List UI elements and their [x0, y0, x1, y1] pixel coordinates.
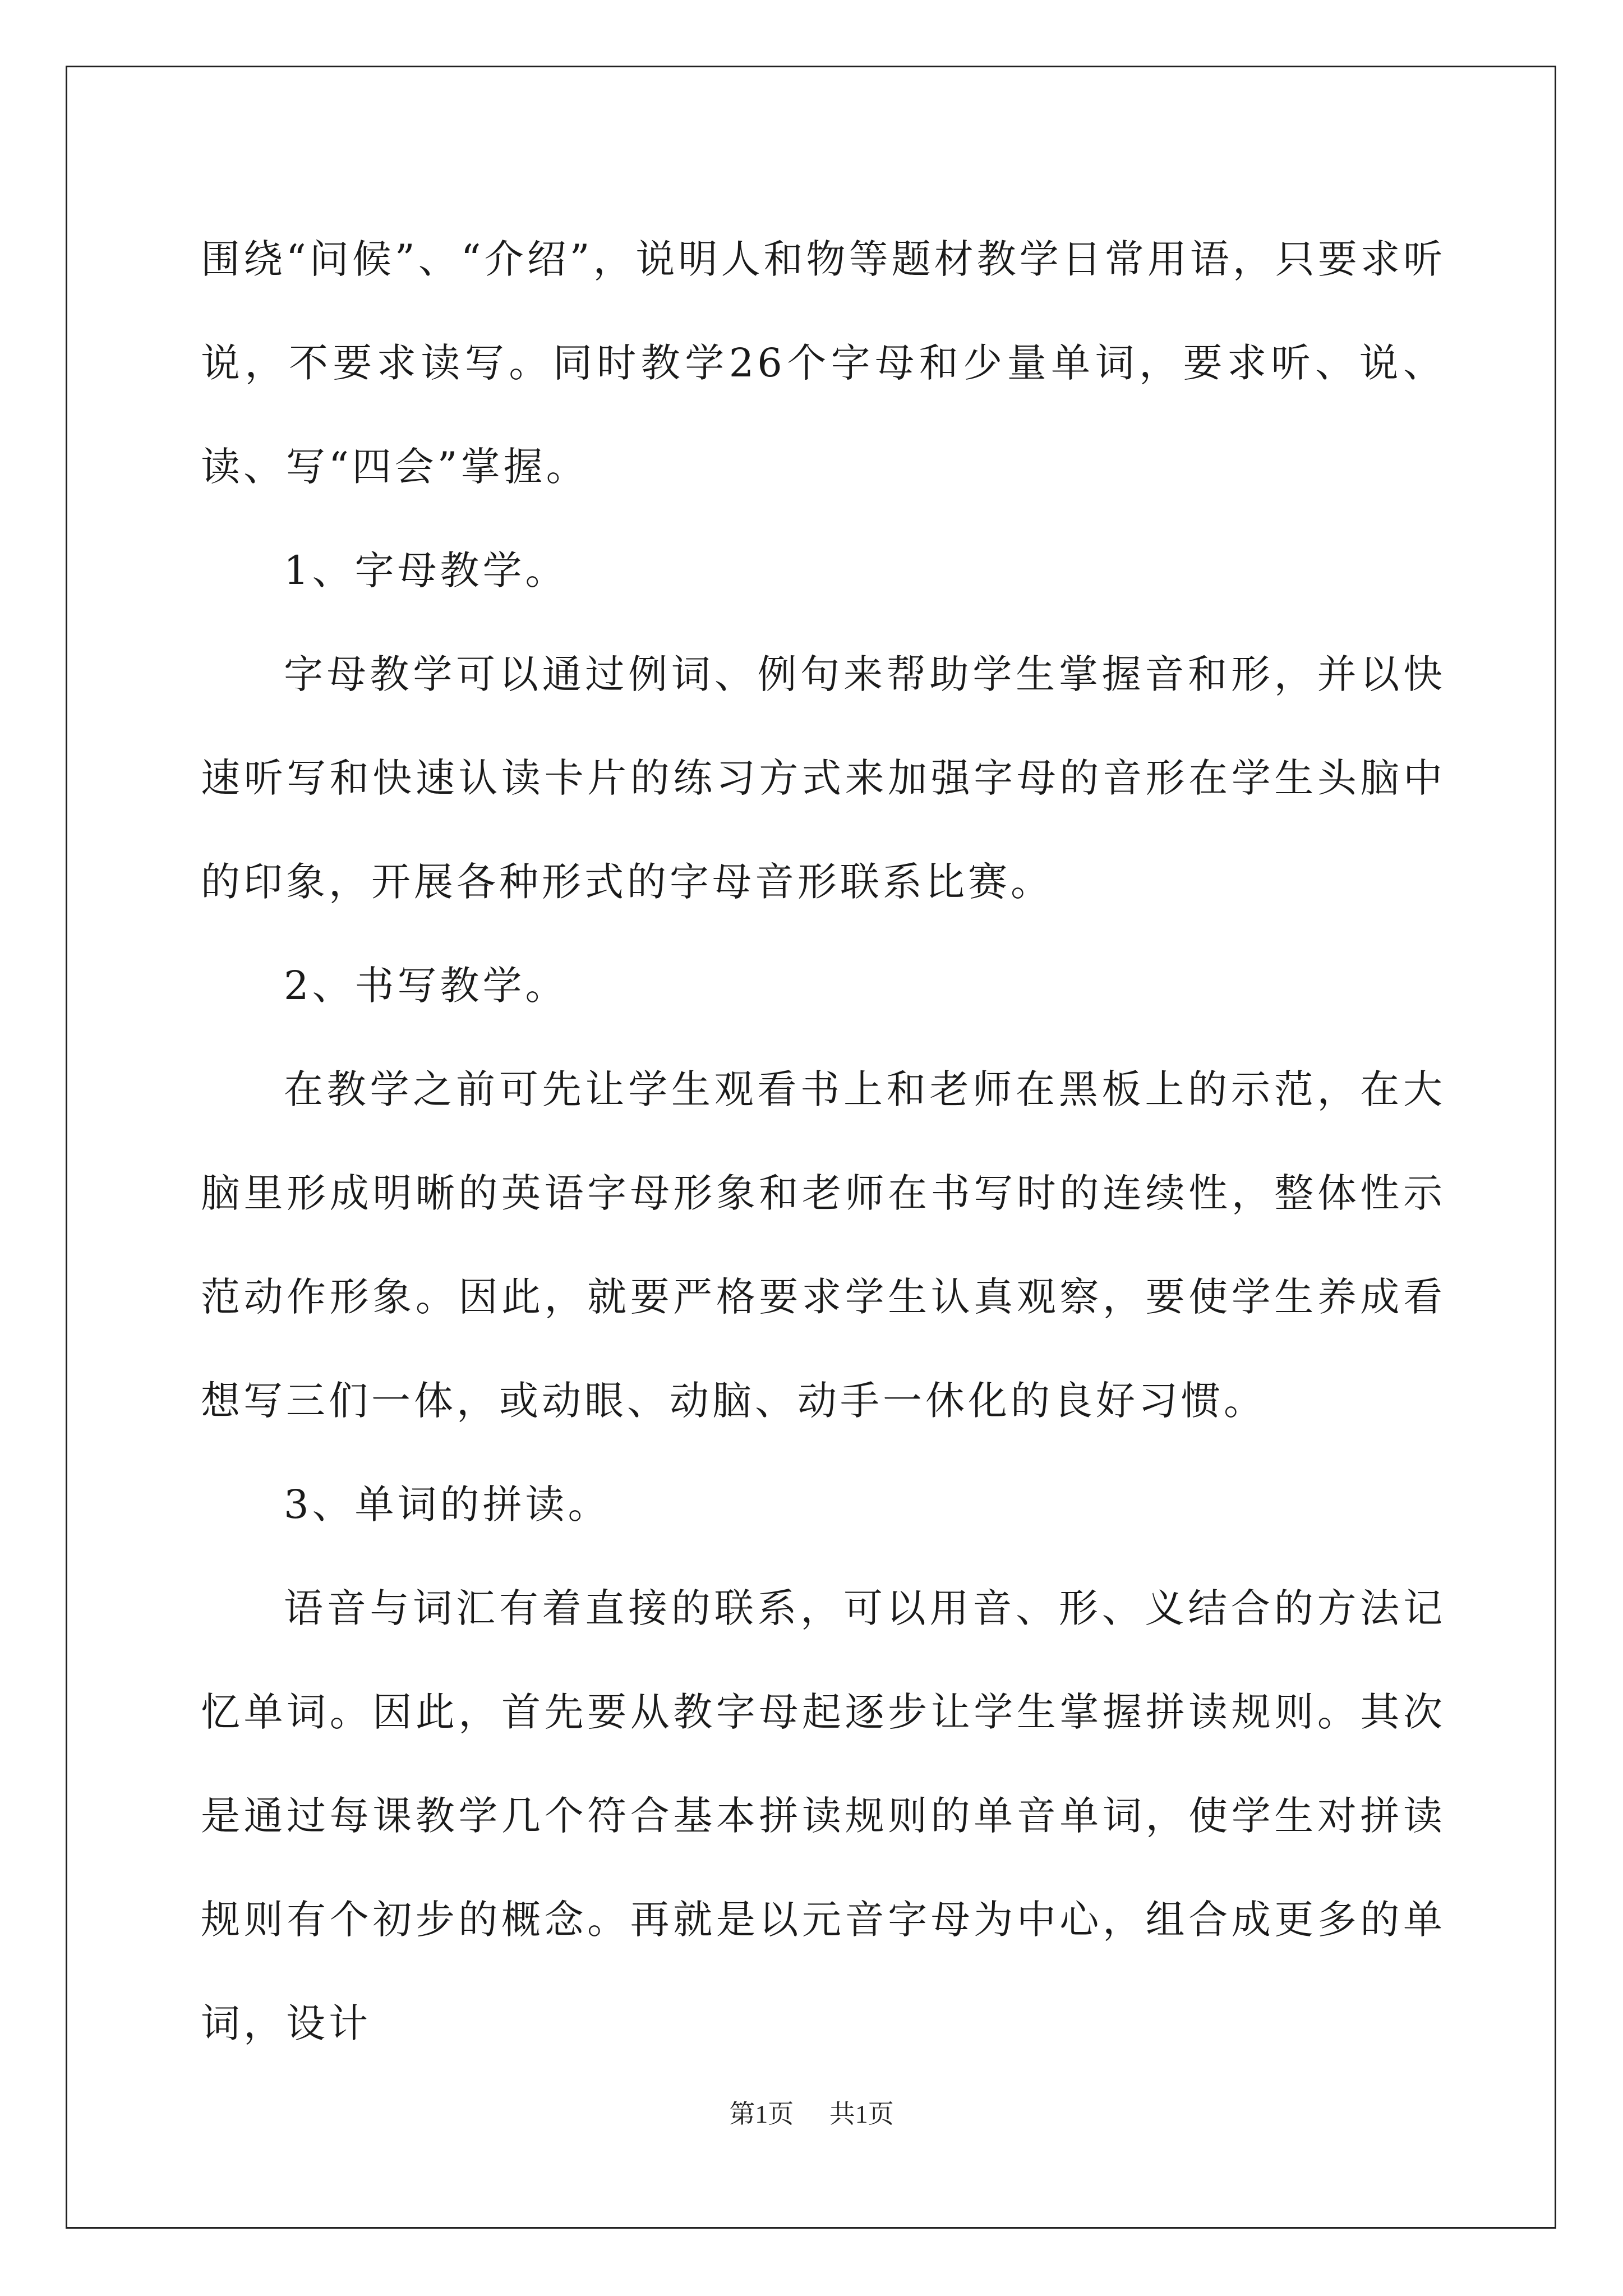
- paragraph-letter-teaching: 字母教学可以通过例词、例句来帮助学生掌握音和形，并以快速听写和快速认读卡片的练习方式来加强字母的音形在学生头脑中的印象，开展各种形式的字母音形联系比赛。: [201, 651, 1446, 905]
- heading-word-spelling: 3、单词的拼读。: [284, 1481, 611, 1527]
- heading-writing-teaching: 2、书写教学。: [284, 963, 568, 1009]
- page-number-total: 共1页: [829, 2100, 894, 2128]
- paragraph-writing-teaching: 在教学之前可先让学生观看书上和老师在黑板上的示范，在大脑里形成明晰的英语字母形象和老师在书写时的连续性，整体性示范动作形象。因此，就要严格要求学生认真观察，要使学生养成看想写三们一体，或动眼、动脑、动手一休化的良好习惯。: [201, 1066, 1446, 1424]
- paragraph-intro: 围绕“问候”、“介绍”，说明人和物等题材教学日常用语，只要求听说，不要求读写。同时教学26个字母和少量单词，要求听、说、读、写“四会”掌握。: [201, 236, 1446, 490]
- page-number-current: 第1页: [729, 2100, 794, 2128]
- heading-letter-teaching: 1、字母教学。: [284, 547, 568, 593]
- paragraph-word-spelling: 语音与词汇有着直接的联系，可以用音、形、义结合的方法记忆单词。因此，首先要从教字母起逐步让学生掌握拼读规则。其次是通过每课教学几个符合基本拼读规则的单音单词，使学生对拼读规则有个初步的概念。再就是以元音字母为中心，组合成更多的单词，设计: [201, 1585, 1446, 2046]
- page-footer: [0, 2093, 1623, 2131]
- document-body: [201, 208, 1446, 2076]
